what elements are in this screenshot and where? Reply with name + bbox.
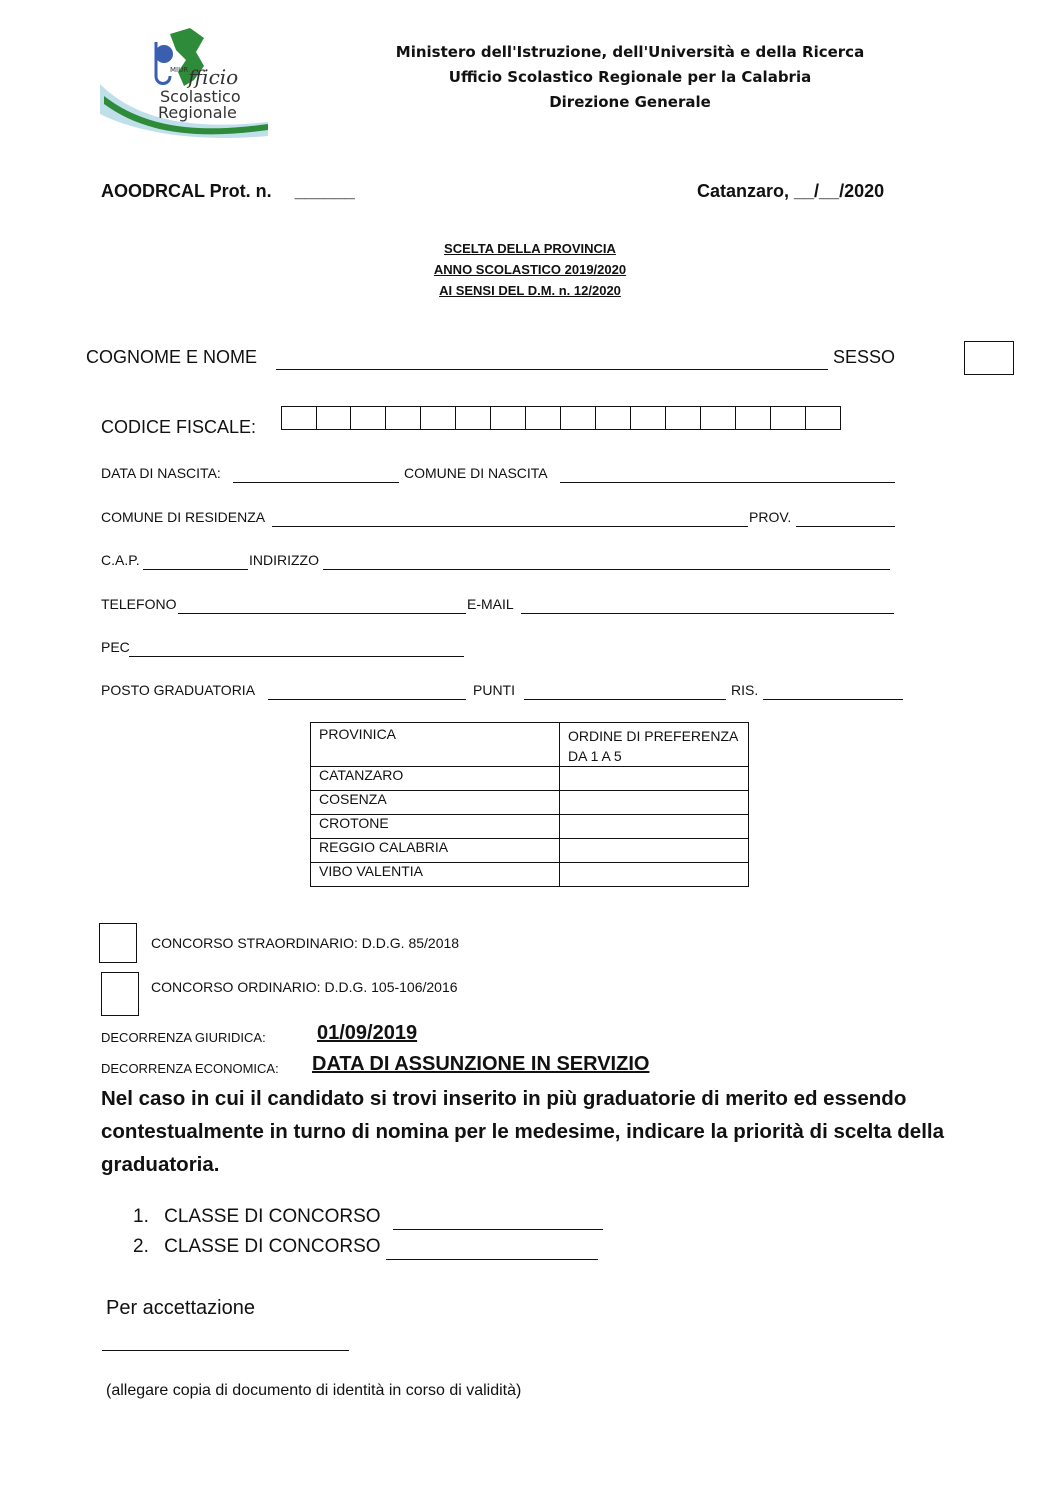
preferenza-cell[interactable] bbox=[560, 863, 749, 887]
province-preference-table bbox=[310, 722, 749, 887]
ris-label: RIS. bbox=[731, 682, 759, 698]
protocol-number bbox=[101, 181, 355, 202]
form-title bbox=[360, 238, 700, 301]
prov-field[interactable] bbox=[796, 526, 895, 527]
svg-text:fficio: fficio bbox=[188, 65, 239, 89]
cf-cell[interactable] bbox=[805, 406, 841, 430]
provincia-cell: VIBO VALENTIA bbox=[311, 863, 560, 887]
title-line-3: AI SENSI DEL D.M. n. 12/2020 bbox=[439, 283, 621, 298]
concorso-ordinario-checkbox[interactable] bbox=[101, 972, 139, 1016]
protocol-value: ______ bbox=[294, 181, 355, 201]
cf-cell[interactable] bbox=[595, 406, 631, 430]
header-line-2: Ufficio Scolastico Regionale per la Calabria bbox=[448, 68, 812, 86]
cf-cell[interactable] bbox=[420, 406, 456, 430]
pec-label: PEC bbox=[101, 639, 130, 655]
cf-cell[interactable] bbox=[281, 406, 317, 430]
cognome-nome-label: COGNOME E NOME bbox=[86, 347, 258, 367]
item-label: CLASSE DI CONCORSO bbox=[164, 1236, 381, 1257]
concorso-straordinario-label: CONCORSO STRAORDINARIO: D.D.G. 85/2018 bbox=[151, 935, 460, 951]
cap-field[interactable] bbox=[143, 569, 248, 570]
acceptance-label: Per accettazione bbox=[106, 1297, 255, 1319]
title-line-2: ANNO SCOLASTICO 2019/2020 bbox=[433, 262, 627, 277]
provincia-cell: CATANZARO bbox=[311, 767, 560, 791]
punti-label: PUNTI bbox=[473, 682, 515, 698]
preferenza-cell[interactable] bbox=[560, 767, 749, 791]
svg-text:Scolastico: Scolastico bbox=[160, 87, 241, 106]
svg-text:MIUR: MIUR bbox=[170, 66, 189, 74]
classe-concorso-field-2[interactable] bbox=[386, 1259, 598, 1260]
header-line-3: Direzione Generale bbox=[549, 93, 711, 111]
title-line-1: SCELTA DELLA PROVINCIA bbox=[444, 241, 616, 256]
ministry-header bbox=[360, 40, 900, 115]
item-number: 2. bbox=[133, 1236, 149, 1257]
cf-cell[interactable] bbox=[735, 406, 771, 430]
signature-field[interactable] bbox=[102, 1350, 349, 1351]
provincia-header: PROVINICA bbox=[311, 723, 560, 767]
prov-label: PROV. bbox=[749, 509, 792, 525]
sesso-box[interactable] bbox=[964, 341, 1014, 375]
telefono-field[interactable] bbox=[178, 613, 466, 614]
cf-cell[interactable] bbox=[455, 406, 491, 430]
table-row bbox=[311, 863, 749, 887]
sesso-label: SESSO bbox=[833, 347, 896, 367]
cf-cell[interactable] bbox=[350, 406, 386, 430]
posto-graduatoria-field[interactable] bbox=[268, 699, 466, 700]
preferenza-cell[interactable] bbox=[560, 791, 749, 815]
provincia-cell: REGGIO CALABRIA bbox=[311, 839, 560, 863]
data-nascita-label: DATA DI NASCITA: bbox=[101, 465, 221, 481]
codice-fiscale-grid bbox=[281, 406, 841, 430]
logo-graphic-icon bbox=[100, 14, 270, 154]
item-label: CLASSE DI CONCORSO bbox=[164, 1206, 381, 1227]
preferenza-cell[interactable] bbox=[560, 839, 749, 863]
cap-label: C.A.P. bbox=[101, 552, 140, 568]
decorrenza-giuridica-label: DECORRENZA GIURIDICA: bbox=[101, 1030, 266, 1045]
cf-cell[interactable] bbox=[490, 406, 526, 430]
classe-concorso-item-1 bbox=[133, 1206, 381, 1228]
ordine-header: ORDINE DI PREFERENZA DA 1 A 5 bbox=[560, 723, 749, 767]
email-field[interactable] bbox=[521, 613, 894, 614]
comune-nascita-label: COMUNE DI NASCITA bbox=[404, 465, 548, 481]
cf-cell[interactable] bbox=[700, 406, 736, 430]
table-header-row bbox=[311, 723, 749, 767]
concorso-straordinario-checkbox[interactable] bbox=[99, 923, 137, 963]
priority-note: Nel caso in cui il candidato si trovi inserito in più graduatorie di merito ed essendo contestualmente in turno di nomina per le medesime, indicare la priorità di scelta della graduatoria. bbox=[101, 1087, 945, 1176]
attachment-note: (allegare copia di documento di identità in corso di validità) bbox=[106, 1382, 522, 1399]
table-row bbox=[311, 839, 749, 863]
pec-field[interactable] bbox=[129, 656, 464, 657]
item-number: 1. bbox=[133, 1206, 149, 1227]
classe-concorso-item-2 bbox=[133, 1236, 381, 1258]
comune-nascita-field[interactable] bbox=[560, 482, 895, 483]
protocol-label: AOODRCAL Prot. n. bbox=[101, 181, 272, 201]
decorrenza-economica-label: DECORRENZA ECONOMICA: bbox=[101, 1061, 279, 1076]
ris-field[interactable] bbox=[763, 699, 903, 700]
cf-cell[interactable] bbox=[770, 406, 806, 430]
email-label: E-MAIL bbox=[467, 596, 514, 612]
cf-cell[interactable] bbox=[560, 406, 596, 430]
comune-residenza-label: COMUNE DI RESIDENZA bbox=[101, 509, 266, 525]
posto-graduatoria-label: POSTO GRADUATORIA bbox=[101, 682, 256, 698]
decorrenza-giuridica-value: 01/09/2019 bbox=[317, 1022, 418, 1044]
cf-cell[interactable] bbox=[665, 406, 701, 430]
provincia-cell: CROTONE bbox=[311, 815, 560, 839]
indirizzo-label: INDIRIZZO bbox=[249, 552, 319, 568]
codice-fiscale-label: CODICE FISCALE: bbox=[101, 417, 257, 437]
comune-residenza-field[interactable] bbox=[272, 526, 748, 527]
table-row bbox=[311, 815, 749, 839]
table-row bbox=[311, 791, 749, 815]
cognome-nome-field[interactable] bbox=[276, 369, 828, 370]
preferenza-cell[interactable] bbox=[560, 815, 749, 839]
ufficio-scolastico-logo bbox=[100, 14, 270, 154]
classe-concorso-field-1[interactable] bbox=[393, 1229, 603, 1230]
data-nascita-field[interactable] bbox=[233, 482, 399, 483]
punti-field[interactable] bbox=[524, 699, 726, 700]
cf-cell[interactable] bbox=[385, 406, 421, 430]
concorso-ordinario-label: CONCORSO ORDINARIO: D.D.G. 105-106/2016 bbox=[151, 979, 458, 995]
header-line-1: Ministero dell'Istruzione, dell'Università e della Ricerca bbox=[395, 43, 865, 61]
cf-cell[interactable] bbox=[630, 406, 666, 430]
svg-text:Regionale: Regionale bbox=[158, 103, 237, 122]
telefono-label: TELEFONO bbox=[101, 596, 177, 612]
cf-cell[interactable] bbox=[316, 406, 351, 430]
table-row bbox=[311, 767, 749, 791]
provincia-cell: COSENZA bbox=[311, 791, 560, 815]
indirizzo-field[interactable] bbox=[323, 569, 890, 570]
place-date: Catanzaro, __/__/2020 bbox=[697, 181, 885, 201]
cf-cell[interactable] bbox=[525, 406, 561, 430]
decorrenza-economica-value: DATA DI ASSUNZIONE IN SERVIZIO bbox=[312, 1053, 650, 1075]
